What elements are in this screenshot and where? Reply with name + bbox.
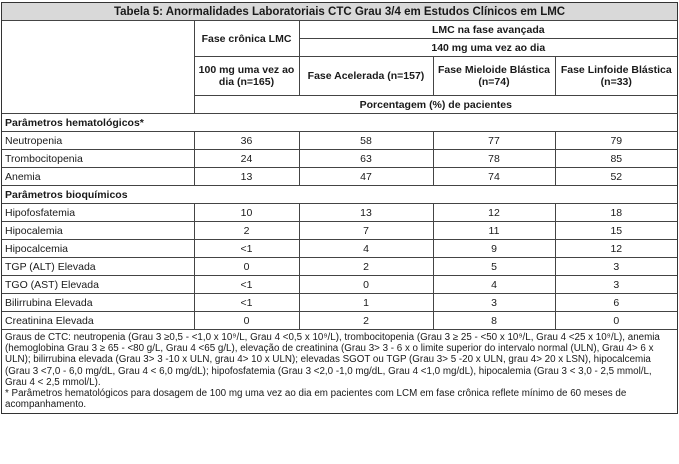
- cell-value: 2: [194, 222, 299, 240]
- header-lymphoid-blast: Fase Linfoide Blástica (n=33): [555, 57, 677, 96]
- cell-value: 5: [433, 258, 555, 276]
- table-row: [2, 294, 677, 312]
- cell-value: 52: [555, 168, 677, 186]
- cell-value: 4: [299, 240, 433, 258]
- cell-value: 0: [194, 312, 299, 330]
- header-empty-cell: [2, 21, 194, 114]
- header-percentage: Porcentagem (%) de pacientes: [194, 96, 677, 114]
- cell-value: 2: [299, 258, 433, 276]
- footnote-grades: Graus de CTC: neutropenia (Grau 3 ≥0,5 - <1,0 x 10⁹/L, Grau 4 <0,5 x 10⁹/L), trombocitopenia (Grau 3 ≥ 25 - <50 x 10⁹/L, Grau 4 <25 x 10⁹/L), anemia (hemoglobina Grau 3 ≥ 65 - <80 g/L, Grau 4 <65 g/L), elevação de creatinina (Grau 3> 3 - 6 x o limite superior do intervalo normal (ULN), Grau 4> 6 x ULN); bilirrubina elevada (Grau 3> 3 -10 x ULN, grau 4> 10 x ULN); elevadas SGOT ou TGP (Grau 3> 5 -20 x ULN, grau 4> 20 x LSN), hipocalcemia (Grau 3 <7,0 - 6,0 mg/dL, Grau 4 < 6,0 mg/dL); hipofosfatemia (Grau 3 <2,0 -1,0 mg/dL, Grau 4 <1,0 mg/dL), hipocalemia (Grau 3 < 3,0 - 2,5 mmol/L, Grau 4 < 2,5 mmol/L).: [5, 332, 660, 388]
- table-row: [2, 204, 677, 222]
- row-label: Creatinina Elevada: [2, 312, 194, 330]
- cell-value: 12: [433, 204, 555, 222]
- header-dose-advanced: 140 mg uma vez ao dia: [299, 39, 677, 57]
- header-myeloid-blast: Fase Mieloide Blástica (n=74): [433, 57, 555, 96]
- row-label: Hipocalemia: [2, 222, 194, 240]
- cell-value: 3: [433, 294, 555, 312]
- cell-value: 0: [555, 312, 677, 330]
- cell-value: 10: [194, 204, 299, 222]
- cell-value: <1: [194, 294, 299, 312]
- header-dose-chronic: 100 mg uma vez ao dia (n=165): [194, 57, 299, 96]
- cell-value: 15: [555, 222, 677, 240]
- table-row: [2, 258, 677, 276]
- footnote-asterisk: * Parâmetros hematológicos para dosagem de 100 mg uma vez ao dia em pacientes com LCM em fase crônica reflete mínimo de 60 meses de acompanhamento.: [5, 388, 627, 411]
- lab-abnormalities-table-container: [1, 2, 678, 414]
- table-title: Tabela 5: Anormalidades Laboratoriais CTC Grau 3/4 em Estudos Clínicos em LMC: [2, 3, 677, 21]
- cell-value: 3: [555, 258, 677, 276]
- table-row: [2, 240, 677, 258]
- cell-value: 13: [299, 204, 433, 222]
- section-title-biochemical: Parâmetros bioquímicos: [2, 186, 677, 204]
- cell-value: 3: [555, 276, 677, 294]
- cell-value: 18: [555, 204, 677, 222]
- cell-value: 79: [555, 132, 677, 150]
- cell-value: 8: [433, 312, 555, 330]
- cell-value: 0: [299, 276, 433, 294]
- table-row: [2, 222, 677, 240]
- row-label: Anemia: [2, 168, 194, 186]
- cell-value: 13: [194, 168, 299, 186]
- footnotes: [2, 330, 677, 414]
- cell-value: 4: [433, 276, 555, 294]
- table-row: [2, 132, 677, 150]
- cell-value: 24: [194, 150, 299, 168]
- cell-value: 6: [555, 294, 677, 312]
- cell-value: 78: [433, 150, 555, 168]
- cell-value: 63: [299, 150, 433, 168]
- cell-value: 36: [194, 132, 299, 150]
- section-title-hematologic: Parâmetros hematológicos*: [2, 114, 677, 132]
- header-chronic-phase: Fase crônica LMC: [194, 21, 299, 57]
- row-label: Neutropenia: [2, 132, 194, 150]
- header-accelerated: Fase Acelerada (n=157): [299, 57, 433, 96]
- cell-value: 2: [299, 312, 433, 330]
- row-label: TGO (AST) Elevada: [2, 276, 194, 294]
- cell-value: 0: [194, 258, 299, 276]
- cell-value: 9: [433, 240, 555, 258]
- cell-value: <1: [194, 240, 299, 258]
- table-row: [2, 168, 677, 186]
- row-label: TGP (ALT) Elevada: [2, 258, 194, 276]
- header-advanced-phase: LMC na fase avançada: [299, 21, 677, 39]
- cell-value: 58: [299, 132, 433, 150]
- cell-value: <1: [194, 276, 299, 294]
- cell-value: 85: [555, 150, 677, 168]
- cell-value: 12: [555, 240, 677, 258]
- table-row: [2, 312, 677, 330]
- cell-value: 47: [299, 168, 433, 186]
- cell-value: 11: [433, 222, 555, 240]
- table-row: [2, 150, 677, 168]
- row-label: Trombocitopenia: [2, 150, 194, 168]
- cell-value: 77: [433, 132, 555, 150]
- row-label: Hipocalcemia: [2, 240, 194, 258]
- cell-value: 1: [299, 294, 433, 312]
- lab-abnormalities-table: [2, 3, 677, 413]
- row-label: Hipofosfatemia: [2, 204, 194, 222]
- row-label: Bilirrubina Elevada: [2, 294, 194, 312]
- cell-value: 74: [433, 168, 555, 186]
- cell-value: 7: [299, 222, 433, 240]
- table-row: [2, 276, 677, 294]
